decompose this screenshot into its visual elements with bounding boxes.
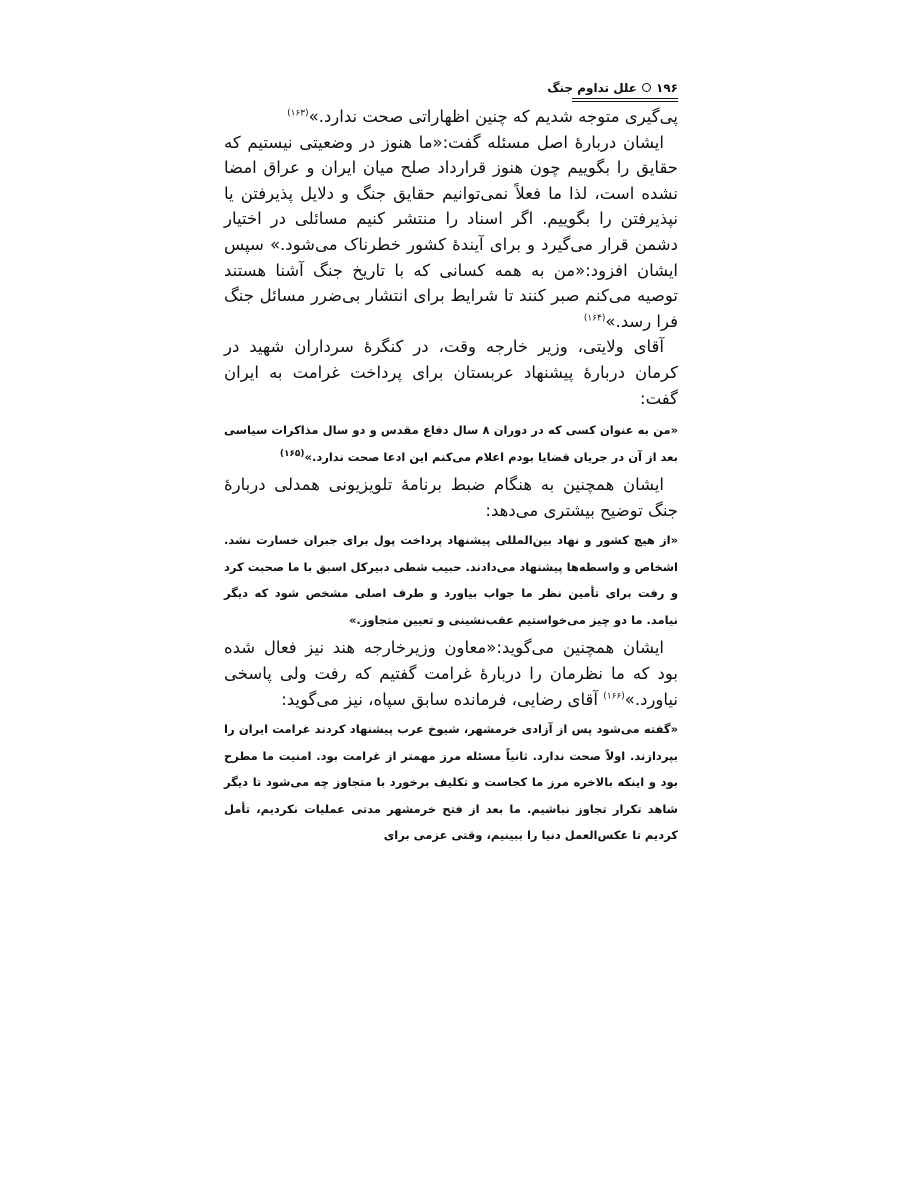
footnote-ref: (۱۶۵) (279, 448, 305, 459)
paragraph (224, 472, 678, 523)
paragraph (224, 635, 678, 712)
running-header (547, 80, 678, 96)
footnote-ref: (۱۶۳) (287, 108, 309, 119)
page-number: ۱۹۶ (656, 81, 678, 95)
footnote-ref: (۱۶۶) (603, 691, 625, 701)
block-quote (224, 527, 678, 633)
block-quote (224, 716, 678, 849)
quote-text: «گفته می‌شود پس از آزادی خرمشهر، شیوخ عرب پیشنهاد کردند غرامت ایران را بپردازند. اولاً صحت ندارد. ثانیاً مسئله مرز مهمتر از غرامت بود. امنیت ما مطرح بود و اینکه بالاخره مرز ما کجاست و تکلیف برخورد با متجاوز چه می‌شود تا دیگر شاهد تکرار تجاوز نباشیم. ما بعد از فتح خرمشهر مدتی عملیات نکردیم، تأمل کردیم تا عکس‌العمل دنیا را ببینیم، وقتی عزمی برای (224, 722, 678, 843)
paragraph-text: ایشان همچنین به هنگام ضبط برنامهٔ تلویزیونی همدلی دربارهٔ جنگ توضیح بیشتری می‌دهد: (224, 475, 678, 520)
header-rule (572, 98, 678, 99)
paragraph (224, 130, 678, 335)
book-title: علل تداوم جنگ (547, 81, 638, 95)
paragraph-text: آقای ولایتی، وزیر خارجه وقت، در کنگرهٔ سرداران شهید در کرمان دربارهٔ پیشنهاد عربستان برای پرداخت غرامت به ایران گفت: (224, 337, 678, 408)
paragraph-text: ایشان همچنین می‌گوید:«معاون وزیرخارجه هند نیز فعال شده بود که ما نظرمان را دربارهٔ غرامت گفتیم که رفت ولی پاسخی نیاورد.» (224, 638, 678, 709)
paragraph-continuation (224, 104, 678, 130)
circle-separator-icon (642, 83, 651, 92)
paragraph-text: پی‌گیری متوجه شدیم که چنین اظهاراتی صحت ندارد.» (308, 107, 678, 126)
quote-text: «من به عنوان کسی که در دوران ۸ سال دفاع مقدس و دو سال مذاکرات سیاسی بعد از آن در جریان قضایا بودم اعلام می‌کنم این ادعا صحت ندارد.» (224, 423, 679, 464)
header-rule-thin (572, 101, 678, 102)
paragraph-text: ایشان دربارهٔ اصل مسئله گفت:«ما هنوز در وضعیتی نیستیم که حقایق را بگوییم چون هنوز قرارداد صلح میان ایران و عراق امضا نشده است، لذا ما فعلاً نمی‌توانیم حقایق جنگ و دلایل پذیرفتن یا نپذیرفتن را بگوییم. اگر اسناد را منتشر کنیم مسائلی در اختیار دشمن قرار می‌گیرد و برای آیندهٔ کشور خطرناک می‌شود.» سپس ایشان افزود:«من به همه کسانی که با تاریخ جنگ آشنا هستند توصیه می‌کنم صبر کنند تا شرایط برای انتشار بی‌ضرر مسائل جنگ فرا رسد.» (224, 132, 678, 331)
footnote-ref: (۱۶۴) (583, 313, 606, 324)
paragraph-text-continued: آقای رضایی، فرمانده سابق سپاه، نیز می‌گوید: (281, 689, 604, 709)
quote-text: «از هیچ کشور و نهاد بین‌المللی پیشنهاد پرداخت پول برای جبران خسارت نشد. اشخاص و واسطه‌ها پیشنهاد می‌دادند. حبیب شطی دبیرکل اسبق با ما صحبت کرد و رفت برای تأمین نظر ما جواب بیاورد و طرف اصلی مشخص شود که دیگر نیامد. ما دو چیز می‌خواستیم عقب‌نشینی و تعیین متجاوز.» (224, 533, 678, 627)
page-body (224, 104, 678, 849)
paragraph (224, 334, 678, 411)
block-quote (224, 417, 678, 470)
